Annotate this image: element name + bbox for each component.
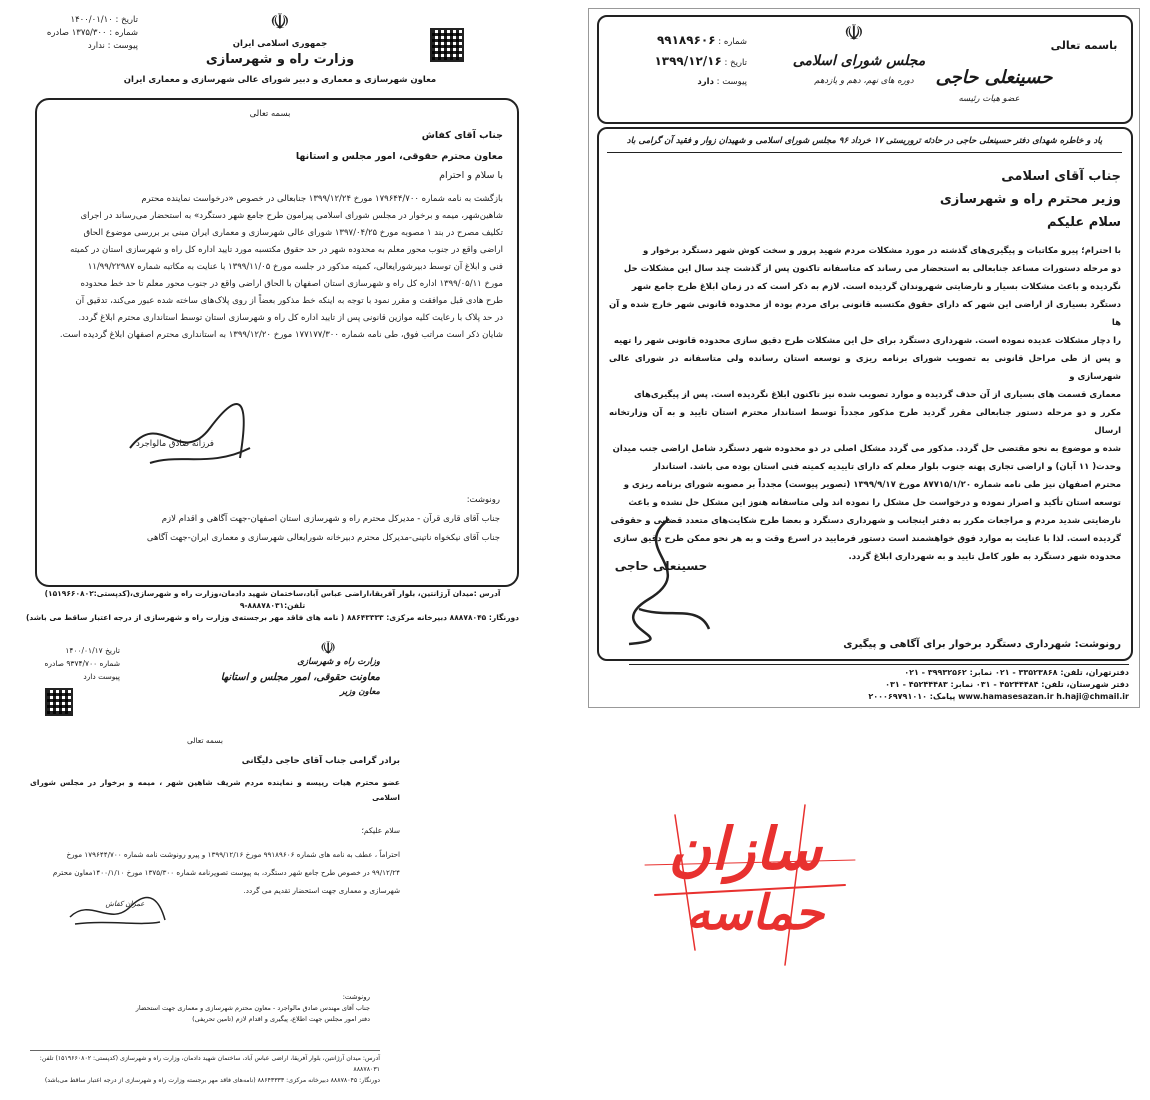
recipient: برادر گرامی جناب آقای حاجی دلیگانی	[241, 756, 400, 766]
recipient: جناب آقای اسلامی	[1001, 169, 1121, 184]
letter-footer	[20, 588, 525, 624]
basmala: بسمه تعالی	[186, 736, 224, 745]
attachment-value: ندارد	[87, 41, 105, 51]
body-line: وحدت( ۱۱ آبان) و اراضی تجاری پهنه جنوب بلوار معلم که دارای تاییدیه کمیته فنی استان بوده می باشد. استاندار	[652, 462, 1121, 472]
footer-line: آدرس :میدان آرژانتین، بلوار آفریقا،اراضی عباس آباد،ساختمان شهید دادمان،وزارت راه و شهرسازی،(کدپستی:۱۵۱۹۶۶۰۸۰۲) تلفن:۸۸۸۷۸۰۳۱-۹	[44, 589, 501, 610]
body-line: شایان ذکر است مراتب فوق، طی نامه شماره ۱۷۷۱۷۷/۳۰۰ مورخ ۱۳۹۹/۱۲/۲۰ به استانداری محترم اصفهان ابلاغ گردیده است.	[59, 330, 503, 340]
qr-code-icon	[45, 688, 73, 716]
recipient-title: عضو محترم هیات رییسه و نماینده مردم شریف شاهین شهر ، میمه و برخوار در مجلس شورای اسلامی	[30, 778, 400, 802]
cc-block	[60, 494, 500, 545]
signature-mark	[120, 388, 260, 478]
attachment-value: دارد	[83, 672, 96, 681]
date-value: ۱۴۰۰/۰۱/۱۷	[65, 646, 103, 655]
qr-code-icon	[430, 28, 464, 62]
footer-line: دفترتهران، تلفن: ۳۳۵۲۳۸۶۸ - ۰۲۱ نمابر: ۳۹۹۳۲۵۶۲ - ۰۲۱	[904, 668, 1129, 677]
cc-label: رونوشت:	[342, 993, 370, 1001]
date-label: تاریخ :	[724, 58, 747, 68]
recipient: جناب آقای کفاش	[421, 130, 503, 141]
signature-name: فرزانه صادق مالواجرد	[136, 439, 214, 449]
basmala: بسمه تعالی	[249, 109, 291, 119]
body-line: فنی و ابلاغ آن توسط دبیرشورایعالی، کمیته مذکور در جلسه مورخ ۱۳۹۹/۱۱/۰۵ با عنایت به مکاتبه شماره ۱۱/۹۹/۲۲۹۸۷	[87, 262, 503, 272]
republic-name: جمهوری اسلامی ایران	[232, 39, 328, 49]
greeting: سلام علیکم	[1047, 215, 1121, 230]
greeting: سلام علیکم؛	[361, 826, 400, 835]
letter-body	[48, 128, 503, 344]
letter-legal-deputy	[0, 630, 410, 1095]
dept-name: معاونت حقوقی، امور مجلس و استانها	[220, 672, 380, 683]
deputy-title: معاون شهرسازی و معماری و دبیر شورای عالی شهرسازی و معماری ایران	[123, 75, 437, 85]
dept-role: معاون وزیر	[340, 687, 380, 697]
ministry-name: وزارت راه و شهرسازی	[205, 52, 355, 67]
body-line: احتراماً ، عطف به نامه های شماره ۹۹۱۸۹۶۰۶ مورخ ۱۳۹۹/۱۲/۱۶ و پیرو رونوشت نامه شماره ۱۷۹۶۴۴/۷۰۰ مورخ	[66, 850, 400, 859]
cc-label: رونوشت:	[466, 495, 500, 505]
number-label: شماره	[99, 659, 120, 668]
body-line: بازگشت به نامه شماره ۱۷۹۶۴۴/۷۰۰ مورخ ۱۳۹۹/۱۲/۲۴ جنابعالی در خصوص «درخواست نماینده محترم	[141, 194, 503, 204]
letter-ministry-deputy	[20, 8, 525, 623]
iran-emblem-icon: ☫	[844, 21, 864, 46]
body-line: و پس از طی مراحل قانونی به تصویب شورای برنامه ریزی و توسعه استان رسانده ولی متاسفانه در شورای عالی شهرسازی و	[609, 354, 1121, 382]
body-line: را دچار مشکلات عدیده نموده است. شهرداری دستگرد برای حل این مشکلات طرح دقیق سازی محدوده قانونی شهر را تهیه	[613, 336, 1121, 346]
number-label: شماره :	[718, 37, 747, 47]
recipient-title: وزیر محترم راه و شهرسازی	[939, 192, 1121, 207]
member-name: حسینعلی حاجی	[935, 67, 1053, 88]
body-line: گردیده است. لذا با عنایت به موارد فوق خواهشمند است دستور فرمایید در اسرع وقت و به هر نحو ممکن طرح دقیق سازی	[613, 534, 1121, 544]
recipient-title: معاون محترم حقوقی، امور مجلس و استانها	[295, 151, 503, 162]
cc-item: دفتر امور مجلس جهت اطلاع، پیگیری و اقدام لازم (تامین تحریفی)	[192, 1015, 370, 1023]
signature-name: حسینعلی حاجی	[614, 559, 708, 573]
body-line: شهرسازی و معماری جهت استحضار تقدیم می گردد.	[243, 886, 400, 895]
body-paragraph	[48, 191, 503, 344]
hamase-sazan-logo	[615, 775, 875, 975]
body-line: معماری قسمت های بسیاری از آن حذف گردیده و موارد تصویب شده نیز تاکنون ابلاغ نگردیده است. پس از پیگیری‌های	[634, 390, 1121, 400]
letter-meta	[28, 14, 138, 53]
date-value: ۱۳۹۹/۱۲/۱۶	[654, 54, 722, 68]
number-value: ۹۹۱۸۹۶۰۶	[656, 33, 716, 47]
date-value: ۱۴۰۰/۰۱/۱۰	[70, 15, 113, 25]
footer-line: دورنگار: ۸۸۸۷۸۰۴۵ دبیرخانه مرکزی: ۸۸۶۴۳۳۳۳ (نامه‌های فاقد مهر برجسته وزارت راه و شهرسازی از درجه اعتبار ساقط می‌باشد)	[44, 1077, 380, 1084]
body-line: نارضایتی شدید مردم و مراجعات مکرر به دفتر اینجانب و شهرداری دستگرد و بعضا طرح شکایت‌های متعدد قضایی و حقوقی	[610, 516, 1121, 526]
body-line: مکرر و دو مرحله دستور جنابعالی مقرر گردید طرح مذکور مجدداً توسط استاندار محترم استان تایید و به آن وزارتخانه ارسال	[609, 408, 1121, 436]
body-line: طرح هادی قبل موافقت و مقرر نمود با توجه به اینکه خط مذکور بعضاً از روی پلاک‌های ساخته شده عبور می‌کند، تدقیق آن	[75, 296, 503, 306]
body-line: مورخ ۱۳۹۹/۰۵/۱۱ اداره کل راه و شهرسازی استان اصفهان با الحاق اراضی واقع در جنوب محور معلم تا حد خط محدوده	[80, 279, 503, 289]
body-line: دستگرد بسیاری از اراضی این شهر که دارای حقوق مکتسبه قانونی برای مردم بوده از محدوده قانونی شهر خارج شده و آن ها	[609, 300, 1121, 328]
body-line: اراضی واقع در جنوب محور معلم به محدوده شهر در حد حقوق مکتسبه مورد تایید اداره کل راه و شهرسازی استان در کمیته	[70, 245, 503, 255]
footer-line: آدرس: میدان آرژانتین، بلوار آفریقا، اراضی عباس آباد، ساختمان شهید دادمان، وزارت راه و شهرسازی (کدپستی: ۱۵۱۹۶۶۰۸۰۲) تلفن: ۸۸۸۷۸۰۳۱	[39, 1055, 380, 1073]
cc-line: رونوشت: شهرداری دستگرد برخوار برای آگاهی و پیگیری	[843, 639, 1121, 650]
letter-footer	[629, 664, 1129, 703]
greeting: با سلام و احترام	[439, 170, 503, 181]
footer-line: www.hamasesazan.ir h.haji@chmail.ir پیامک: ۲۰۰۰۶۹۷۹۱۰۱۰	[868, 692, 1129, 701]
cc-item: جناب آقای نیکخواه ناتینی-مدیرکل محترم دبیرخانه شورایعالی شهرسازی و معماری ایران-جهت آگاهی	[146, 533, 500, 543]
signature-name: عمران کفاش	[105, 900, 145, 908]
iran-emblem-icon: ☫	[270, 10, 290, 35]
basmala: باسمه تعالی	[1050, 39, 1118, 52]
number-value: ۱۳۷۵/۳۰۰ صادره	[46, 28, 107, 38]
ministry-name: وزارت راه و شهرسازی	[297, 657, 380, 667]
cc-item: جناب آقای مهندس صادق مالواجرد - معاون محترم شهرسازی و معماری جهت استحضار	[135, 1004, 370, 1012]
body-line: محدوده شهر دستگرد به طور کامل تایید و به شهرداری ابلاغ گردد.	[848, 552, 1121, 562]
body-line: توسعه استان تأکید و اصرار نموده و درخواست حل مشکل را نموده اند ولی متاسفانه هنوز این مشکل حل نشده و باعث	[628, 498, 1121, 508]
letter-meta	[607, 34, 747, 89]
memorial-line: یاد و خاطره شهدای دفتر حسینعلی حاجی در حادثه تروریستی ۱۷ خرداد ۹۶ مجلس شورای اسلامی و شهیدان زوار و فقید آن گرامی باد	[607, 135, 1122, 153]
letter-meta	[20, 644, 120, 683]
letter-majlis-member	[588, 8, 1140, 708]
date-label: تاریخ	[105, 646, 120, 655]
body-line: نگردیده و باعث مشکلات بسیار و نارضایتی شهروندان گردیده است. لازم به ذکر است که در زمان ابلاغ طرح جامع شهر	[631, 282, 1121, 292]
attachment-label: پیوست :	[107, 41, 138, 51]
cc-block	[30, 992, 370, 1025]
body-line: ۹۹/۱۲/۲۴ در خصوص طرح جامع شهر دستگرد، به پیوست تصویرنامه شماره ۱۳۷۵/۳۰۰ مورخ ۱۴۰۰/۱/۱۰معاون محترم	[52, 868, 400, 877]
attachment-label: پیوست :	[716, 77, 747, 87]
logo-text-bottom: حماسه	[686, 885, 824, 941]
number-value: ۹۳۷۴/۷۰۰ صادره	[44, 659, 98, 668]
cc-item: جناب آقای قاری قرآن - مدیرکل محترم راه و شهرسازی استان اصفهان-جهت آگاهی و اقدام لازم	[161, 514, 500, 524]
body-line: شاهین‌شهر، میمه و برخوار در مجلس شورای اسلامی پیرامون طرح جامع شهر دستگرد» به استحضار می‌رساند در اجرای	[80, 211, 503, 221]
iran-emblem-icon: ☫	[320, 638, 337, 659]
footer-line: دفتر شهرستان، تلفن: ۴۵۲۴۴۴۸۴ - ۰۳۱ نمابر: ۴۵۲۴۴۴۸۳ - ۰۳۱	[885, 680, 1129, 689]
member-term: دوره های نهم، دهم و یازدهم	[814, 76, 914, 86]
member-role: عضو هیات رئیسه	[958, 94, 1020, 104]
body-line: محترم اصفهان نیز طی نامه شماره ۸۷۷۱۵/۱/۲۰ مورخ ۱۳۹۹/۹/۱۷ (تصویر پیوست) مجدداً بر مصوبه شورای برنامه ریزی و	[623, 480, 1121, 490]
majlis-name: مجلس شورای اسلامی	[792, 53, 926, 69]
signature-mark	[609, 509, 719, 649]
body-line: تکلیف مصرح در بند ۱ مصوبه مورخ ۱۳۹۷/۰۴/۲۵ شورای عالی شهرسازی و معماری ایران مبنی بر بررسی موضوع الحاق	[83, 228, 503, 238]
footer-line: دورنگار: ۸۸۸۷۸۰۴۵ دبیرخانه مرکزی: ۸۸۶۴۳۳۳۳ ( نامه های فاقد مهر برجسته‌ی وزارت راه و شهرسازی از درجه اعتبار ساقط می باشد)	[25, 613, 520, 622]
date-label: تاریخ :	[115, 15, 138, 25]
letter-body	[609, 159, 1121, 566]
body-line: با احترام؛ پیرو مکاتبات و پیگیری‌های گذشته در مورد مشکلات مردم شهید پرور و سخت کوش شهر دستگرد برخوار و	[642, 246, 1121, 256]
number-label: شماره :	[109, 28, 138, 38]
attachment-value: دارد	[697, 77, 714, 87]
logo-text-top: سازان	[668, 815, 822, 883]
attachment-label: پیوست	[98, 672, 120, 681]
body-line: شده و موضوع به نحو مقتضی حل گردد. مذکور می گردد مشکل اصلی در دو محدوده شهر دستگرد شامل اراضی جنب میدان	[612, 444, 1121, 454]
body-line: دو مرحله دستورات مساعد جنابعالی به استحضار می رساند که متاسفانه تاکنون پس از گذشت چند سال این مشکلات حل	[623, 264, 1121, 274]
body-line: در حد پلاک با رعایت کلیه موازین قانونی پس از تایید اداره کل راه و شهرسازی استان توسط استانداری محترم ابلاغ گردد.	[78, 313, 503, 323]
letter-footer	[30, 1050, 380, 1086]
letter-body	[30, 754, 400, 900]
